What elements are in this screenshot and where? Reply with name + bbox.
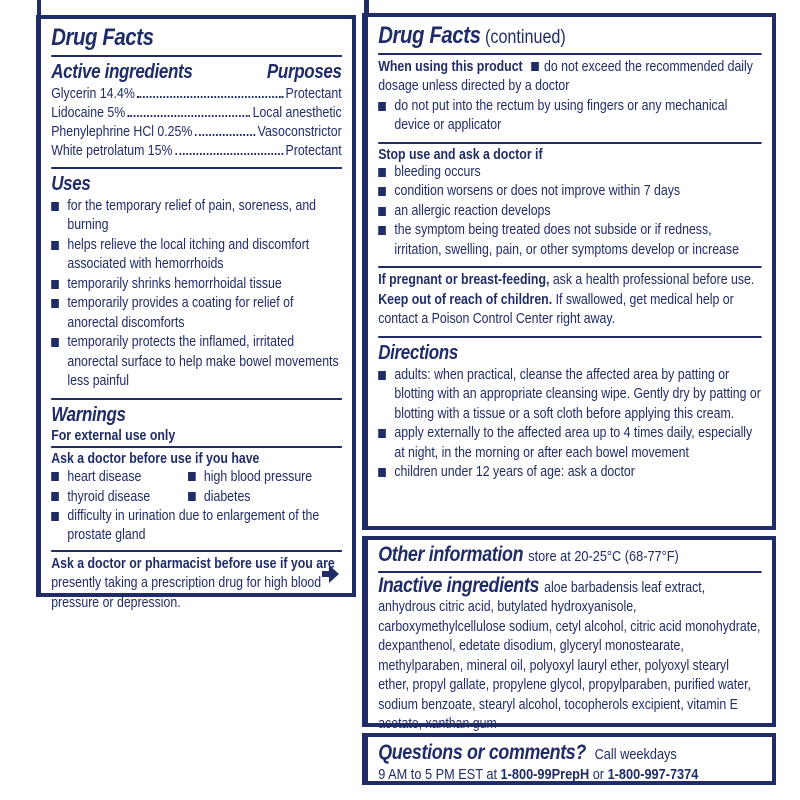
pregnant-paragraph xyxy=(378,271,761,291)
dotted-leader xyxy=(137,96,283,98)
list-item xyxy=(51,197,341,236)
uses-heading: Uses xyxy=(51,172,91,195)
phone-number-2: 1-800-997-7374 xyxy=(607,766,699,783)
other-information-panel xyxy=(362,536,776,732)
divider xyxy=(51,167,341,169)
list-item-text: temporarily provides a coating for relief of anorectal discomforts xyxy=(67,295,294,331)
list-item-text: the symptom being treated does not subside or if redness, irritation, swelling, pain, or other symptoms develop or increase xyxy=(394,222,739,258)
ingredient-row xyxy=(51,85,341,104)
condition-item: high blood pressure xyxy=(188,467,342,487)
ask-pharmacist-paragraph xyxy=(51,555,341,614)
continuation-arrow-icon xyxy=(320,565,340,583)
uses-list xyxy=(51,197,341,392)
conditions-list xyxy=(51,507,341,546)
divider xyxy=(51,398,341,400)
list-item-text: helps relieve the local itching and discomfort associated with hemorrhoids xyxy=(67,236,310,273)
ingredient-row xyxy=(51,142,341,161)
questions-heading: Questions or comments? xyxy=(378,741,586,764)
storage-text: store at 20-25°C (68-77°F) xyxy=(528,548,679,565)
list-item xyxy=(378,221,761,260)
list-item-text: an allergic reaction develops xyxy=(394,202,551,219)
stop-use-list xyxy=(378,163,761,261)
inactive-ingredients-text: aloe barbadensis leaf extract, anhydrous citric acid, butylated hydroxyanisole, carboxymethylcellulose sodium, cetyl alcohol, citric acid monohydrate, dexpanthenol, edetate disodium, glyceryl monostearate, methylparaben, mineral oil, polyoxyl lauryl ether, polyoxyl stearyl ether, propyl gallate, propylene glycol, propylparaben, purified water, sodium benzoate, stearyl alcohol, tocopherols excipient, vitamin E acetate, xanthan gum xyxy=(378,579,761,732)
ingredient-purpose: Protectant xyxy=(285,142,342,159)
list-item-text: difficulty in urination due to enlargement of the prostate gland xyxy=(67,507,320,544)
drug-facts-panel xyxy=(36,15,356,611)
dotted-leader xyxy=(175,153,283,155)
list-item xyxy=(51,333,341,392)
conditions-grid xyxy=(51,467,341,507)
list-item xyxy=(51,507,341,546)
list-item-text: children under 12 years of age: ask a doctor xyxy=(394,464,635,481)
list-item xyxy=(378,163,761,183)
dotted-leader xyxy=(195,134,255,136)
drug-facts-continued-panel xyxy=(362,13,776,530)
ingredient-row xyxy=(51,104,341,123)
directions-heading: Directions xyxy=(378,341,458,364)
inactive-ingredients-heading: Inactive ingredients xyxy=(378,573,540,597)
panel-title-suffix: (continued) xyxy=(480,27,566,48)
ask-pharmacist-rest: presently taking a prescription drug for high blood pressure or depression. xyxy=(51,575,322,611)
ingredient-name: Lidocaine 5% xyxy=(51,104,126,121)
divider xyxy=(378,53,761,55)
ingredient-name: Glycerin 14.4% xyxy=(51,85,135,102)
list-item xyxy=(378,366,761,425)
divider xyxy=(51,446,341,448)
list-item-text: condition worsens or does not improve within 7 days xyxy=(394,183,681,200)
list-item-text: temporarily shrinks hemorrhoidal tissue xyxy=(67,275,282,292)
list-item xyxy=(378,182,761,202)
label-fold-mark-left xyxy=(37,0,41,16)
list-item-text: do not put into the rectum by using fingers or any mechanical device or applicator xyxy=(394,97,728,134)
other-information-row xyxy=(378,545,761,568)
phone-number-1: 1-800-99PrepH xyxy=(500,766,590,783)
ingredient-row xyxy=(51,123,341,142)
stop-use-heading: Stop use and ask a doctor if xyxy=(378,146,543,163)
list-item-text: for the temporary relief of pain, soreness, and burning xyxy=(67,197,317,234)
children-rest: If swallowed, get medical help or contact a Poison Control Center right away. xyxy=(378,291,734,328)
questions-row xyxy=(378,742,761,765)
condition-item: diabetes xyxy=(188,487,342,507)
panel-title: Drug Facts xyxy=(51,24,154,51)
ingredient-purpose: Protectant xyxy=(285,85,342,102)
list-item xyxy=(378,202,761,222)
purposes-heading: Purposes xyxy=(266,60,342,83)
list-item xyxy=(51,275,341,295)
ingredient-purpose: Local anesthetic xyxy=(252,104,342,121)
ingredient-purpose: Vasoconstrictor xyxy=(257,123,342,140)
ingredient-name: Phenylephrine HCl 0.25% xyxy=(51,123,193,140)
divider xyxy=(51,55,341,57)
pregnant-rest: ask a health professional before use. xyxy=(549,272,755,289)
list-item-text: apply externally to the affected area up to 4 times daily, especially at night, in the morning or after each bowel movement xyxy=(394,425,753,461)
ask-doctor-heading: Ask a doctor before use if you have xyxy=(51,450,260,467)
phone-prefix-text: 9 AM to 5 PM EST at xyxy=(378,766,501,783)
list-item-text: temporarily protects the inflamed, irritated anorectal surface to help make bowel movements less painful xyxy=(67,334,339,390)
panel-title-bold: Drug Facts xyxy=(378,22,481,49)
pregnant-bold: If pregnant or breast-feeding, xyxy=(378,272,550,289)
list-item-text: bleeding occurs xyxy=(394,163,481,180)
list-item xyxy=(51,236,341,275)
condition-item: thyroid disease xyxy=(51,487,188,507)
list-item-text: adults: when practical, cleanse the affected area by patting or blotting with an appropriate cleansing wipe. Gently dry by patting or blotting with a tissue or a soft cloth before applying this cream. xyxy=(394,366,761,422)
condition-item: heart disease xyxy=(51,467,188,487)
when-using-bullet-text: do not exceed the recommended daily dosage unless directed by a doctor xyxy=(378,58,753,95)
directions-list xyxy=(378,366,761,483)
list-item xyxy=(51,294,341,333)
children-paragraph xyxy=(378,291,761,330)
questions-phone-row xyxy=(378,765,761,784)
external-use-text: For external use only xyxy=(51,427,176,444)
panel-title xyxy=(378,22,761,50)
divider xyxy=(378,571,761,573)
other-information-heading: Other information xyxy=(378,543,524,566)
questions-panel xyxy=(362,733,776,785)
ingredient-name: White petrolatum 15% xyxy=(51,142,173,159)
when-using-list xyxy=(378,97,761,136)
ask-pharmacist-bold: Ask a doctor or pharmacist before use if you are xyxy=(51,555,335,572)
warnings-heading: Warnings xyxy=(51,403,126,426)
when-using-paragraph xyxy=(378,58,761,97)
divider xyxy=(378,142,761,144)
square-bullet-icon xyxy=(531,62,539,71)
inactive-ingredients-paragraph xyxy=(378,573,761,735)
list-item xyxy=(378,424,761,463)
label-fold-mark-right xyxy=(364,0,369,14)
divider xyxy=(378,336,761,338)
list-item xyxy=(378,97,761,136)
divider xyxy=(51,550,341,552)
children-bold: Keep out of reach of children. xyxy=(378,291,553,308)
divider xyxy=(378,266,761,268)
active-ingredients-header xyxy=(51,60,341,85)
questions-lead: Call weekdays xyxy=(591,746,677,763)
active-ingredients-heading: Active ingredients xyxy=(51,60,193,83)
dotted-leader xyxy=(128,115,250,117)
phone-separator: or xyxy=(589,766,608,783)
list-item xyxy=(378,463,761,483)
when-using-heading: When using this product xyxy=(378,58,523,75)
